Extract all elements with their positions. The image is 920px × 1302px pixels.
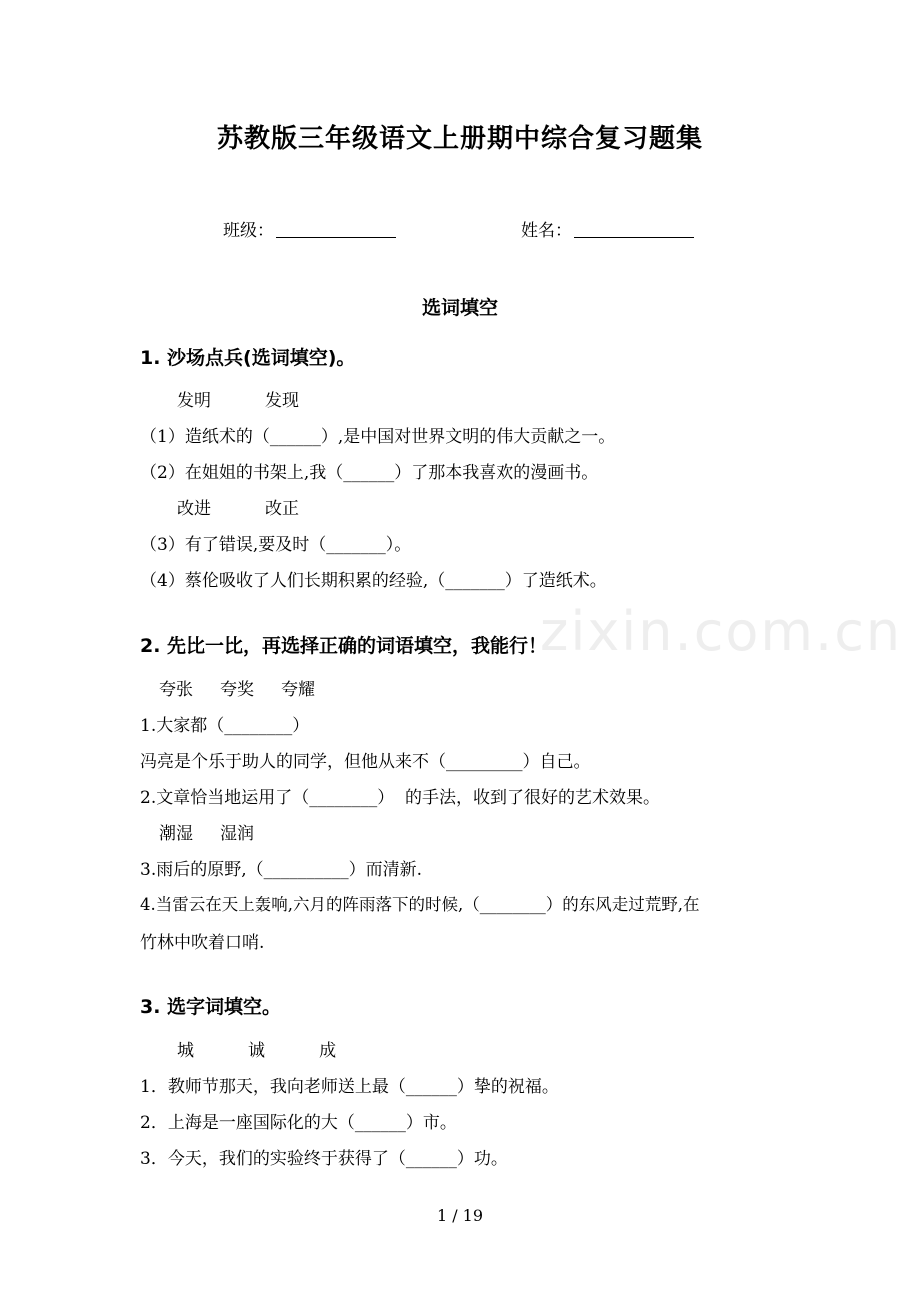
q3-sentence-3: 3．今天，我们的实验终于获得了（______）功。 xyxy=(140,1149,508,1169)
q2-word-choices-a: 夸张 夸奖 夸耀 xyxy=(159,680,316,700)
q1-word-choices-b: 改进 改正 xyxy=(177,499,300,519)
q1-sentence-1: （1）造纸术的（______）,是中国对世界文明的伟大贡献之一。 xyxy=(140,427,616,447)
q1-sentence-2: （2）在姐姐的书架上,我（______）了那本我喜欢的漫画书。 xyxy=(140,463,599,483)
document-title: 苏教版三年级语文上册期中综合复习题集 xyxy=(216,124,703,154)
q2-sentence-1: 1.大家都（________） xyxy=(140,716,310,736)
q3-sentence-1: 1．教师节那天，我向老师送上最（______）挚的祝福。 xyxy=(140,1077,559,1097)
q2-sentence-5-line-2: 竹林中吹着口哨. xyxy=(140,933,265,953)
q1-word-choices-a: 发明 发现 xyxy=(177,391,300,411)
watermark: zixin.com.cn xyxy=(540,600,903,663)
q2-word-choices-b: 潮湿 湿润 xyxy=(159,824,255,844)
q2-sentence-3: 2.文章恰当地运用了（________） 的手法，收到了很好的艺术效果。 xyxy=(140,788,661,808)
q2-sentence-2: 冯亮是个乐于助人的同学，但他从来不（_________）自己。 xyxy=(140,752,591,772)
name-field xyxy=(521,216,694,241)
question-2-heading: 2. 先比一比，再选择正确的词语填空，我能行！ xyxy=(140,635,548,657)
section-heading: 选词填空 xyxy=(421,297,498,319)
q1-sentence-3: （3）有了错误,要及时（_______）。 xyxy=(140,535,412,555)
question-1-heading: 1. 沙场点兵(选词填空)。 xyxy=(140,347,356,369)
class-blank xyxy=(276,220,396,238)
q2-sentence-4: 3.雨后的原野,（__________）而清新. xyxy=(140,860,423,880)
question-3-heading: 3. 选字词填空。 xyxy=(140,996,282,1018)
q1-sentence-4: （4）蔡伦吸收了人们长期积累的经验,（_______）了造纸术。 xyxy=(140,571,607,591)
q2-sentence-5-line-1: 4.当雷云在天上轰响,六月的阵雨落下的时候,（________）的东风走过荒野,在 xyxy=(140,895,700,914)
class-label: 班级： xyxy=(223,221,274,241)
page-indicator: 1 / 19 xyxy=(436,1206,484,1225)
q3-sentence-2: 2．上海是一座国际化的大（______）市。 xyxy=(140,1113,457,1133)
name-blank xyxy=(574,220,694,238)
q3-word-choices: 城 诚 成 xyxy=(177,1041,337,1061)
name-label: 姓名： xyxy=(521,221,572,241)
class-field xyxy=(223,216,396,241)
